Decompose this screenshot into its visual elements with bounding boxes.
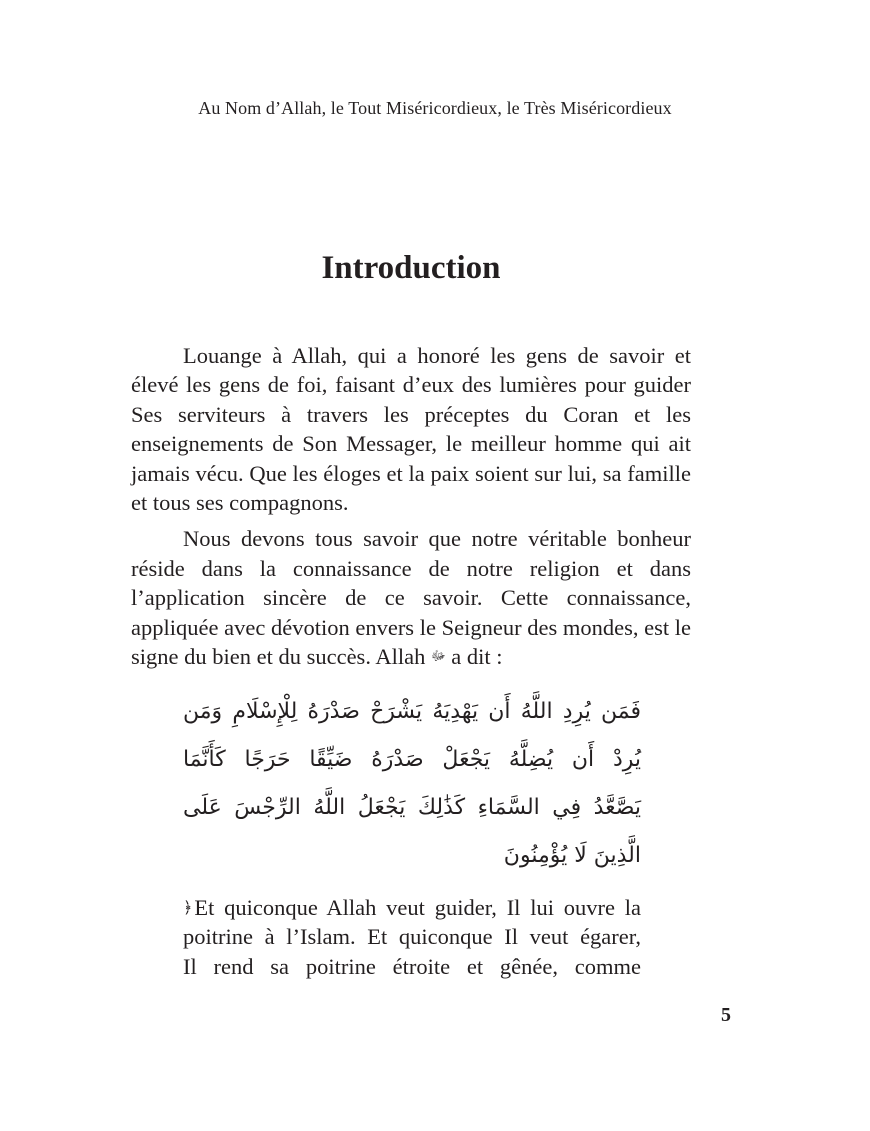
honorific-symbol: ﷻ — [430, 649, 446, 665]
quote-bracket-icon: ﴿ — [183, 898, 193, 917]
paragraph-2-end: a dit : — [445, 644, 503, 670]
chapter-title: Introduction — [321, 250, 501, 286]
quran-verse-line: يَصَّعَّدُ فِي السَّمَاءِ كَذَٰلِكَ يَجْعَلُ اللَّهُ الرِّجْسَ عَلَى — [183, 795, 641, 820]
quran-verse-line: فَمَن يُرِدِ اللَّهُ أَن يَهْدِيَهُ يَشْرَحْ صَدْرَهُ لِلْإِسْلَامِ وَمَن — [183, 699, 641, 724]
translation-line — [183, 893, 641, 922]
page-number: 5 — [721, 1004, 731, 1026]
translation-line: Il rend sa poitrine étroite et gênée, comme — [183, 953, 641, 979]
translation-line: poitrine à l’Islam. Et quiconque Il veut égarer, — [183, 924, 641, 950]
running-header: Au Nom d’Allah, le Tout Miséricordieux, le Très Miséricordieux — [198, 98, 672, 118]
paragraph-2-text: Nous devons tous savoir que notre véritable bonheur réside dans la connaissance de notre religion et dans l’application sincère de ce savoir. Cette connaissance, appliquée avec dévotion envers le Seigneur des mondes, est le signe du bien et du succès. Allah — [131, 526, 691, 670]
quran-verse — [183, 688, 641, 880]
verse-translation — [183, 893, 641, 981]
paragraph-2 — [131, 524, 691, 671]
quran-verse-line: يُرِدْ أَن يُضِلَّهُ يَجْعَلْ صَدْرَهُ ضَيِّقًا حَرَجًا كَأَنَّمَا — [183, 747, 641, 772]
paragraph-1: Louange à Allah, qui a honoré les gens de savoir et élevé les gens de foi, faisant d’eux des lumières pour guider Ses serviteurs à travers les préceptes du Coran et les enseignements de Son Messager, le meilleur homme qui ait jamais vécu. Que les éloges et la paix soient sur lui, sa famille et tous ses compagnons. — [131, 343, 691, 516]
quran-verse-line: الَّذِينَ لَا يُؤْمِنُونَ — [503, 843, 641, 868]
translation-line-text: Et quiconque Allah veut guider, Il lui ouvre la — [194, 895, 641, 920]
body-text — [131, 341, 691, 671]
